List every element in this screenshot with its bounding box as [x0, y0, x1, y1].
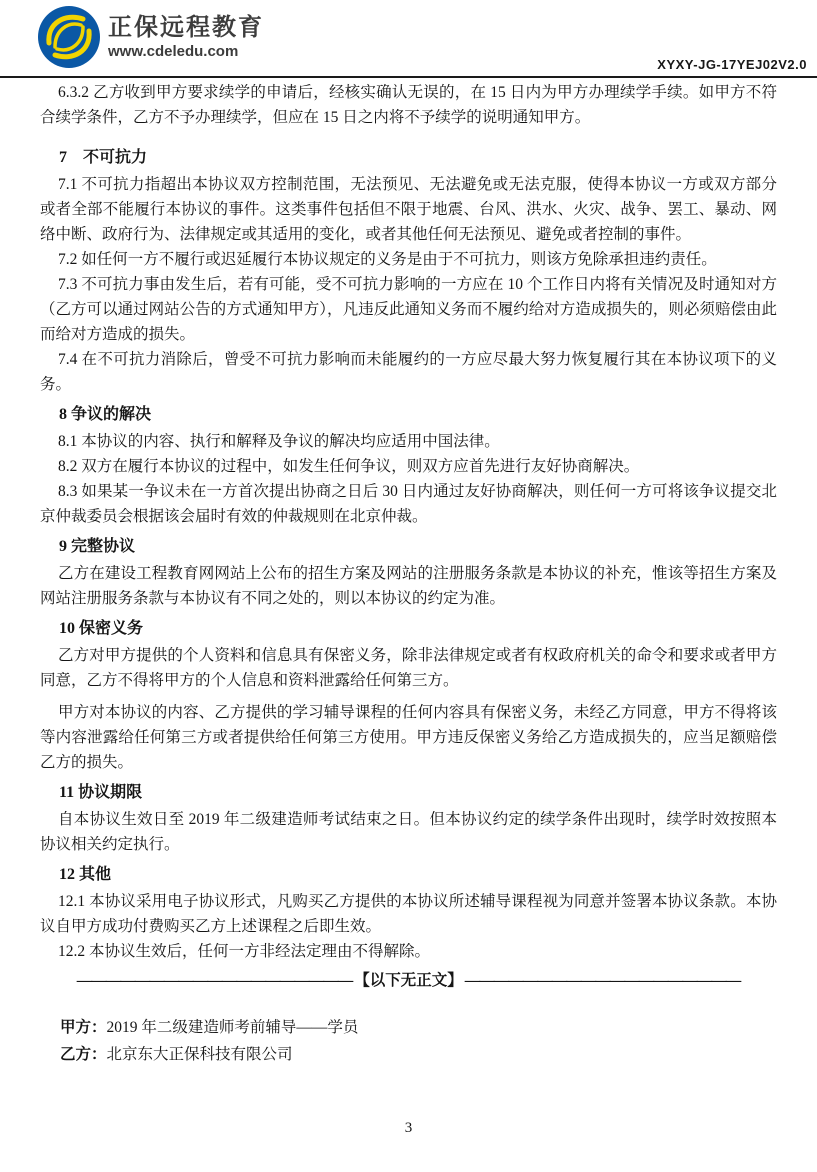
brand [38, 6, 264, 68]
party-a-label: 甲方： [60, 1019, 107, 1036]
header-rule [0, 76, 817, 78]
brand-url: www.cdeledu.com [108, 42, 239, 60]
section-heading: 7 不可抗力 [59, 149, 148, 166]
paragraph: 7.2 如任何一方不履行或迟延履行本协议规定的义务是由于不可抗力，则该方免除承担违约责任。 [58, 251, 717, 268]
paragraph: 甲方对本协议的内容、乙方提供的学习辅导课程的任何内容具有保密义务，未经乙方同意，甲方不得将该等内容泄露给任何第三方或者提供给任何第三方使用。甲方违反保密义务给乙方造成损失的，应当足额赔偿乙方的损失。 [40, 704, 777, 771]
paragraph: 6.3.2 乙方收到甲方要求续学的申请后，经核实确认无误的，在 15 日内为甲方办理续学手续。如甲方不符合续学条件，乙方不予办理续学，但应在 15 日之内将不予续学的说明通知甲方。 [40, 84, 777, 126]
no-more-text-divider [40, 968, 777, 993]
section-heading: 12 其他 [59, 866, 112, 883]
party-a-line [60, 1014, 358, 1041]
document-code: XYXY-JG-17YEJ02V2.0 [657, 57, 807, 72]
paragraph: 7.4 在不可抗力消除后，曾受不可抗力影响而未能履约的一方应尽最大努力恢复履行其在本协议项下的义务。 [40, 351, 777, 393]
divider-dashes-right: ——————————————————— [464, 972, 741, 989]
section-heading: 8 争议的解决 [59, 406, 152, 423]
party-b-line [60, 1041, 358, 1068]
divider-label: 【以下无正文】 [354, 972, 463, 989]
paragraph: 12.1 本协议采用电子协议形式，凡购买乙方提供的本协议所述辅导课程视为同意并签署本协议条款。本协议自甲方成功付费购买乙方上述课程之后即生效。 [40, 893, 777, 935]
paragraph: 8.2 双方在履行本协议的过程中，如发生任何争议，则双方应首先进行友好协商解决。 [58, 458, 640, 475]
page-header [0, 0, 817, 76]
section-heading: 9 完整协议 [59, 538, 136, 555]
divider-dashes-left: ——————————————————— [76, 972, 353, 989]
section-heading: 11 协议期限 [59, 784, 143, 801]
signature-block [60, 1014, 358, 1068]
paragraph: 8.3 如果某一争议未在一方首次提出协商之日后 30 日内通过友好协商解决，则任何一方可将该争议提交北京仲裁委员会根据该会届时有效的仲裁规则在北京仲裁。 [40, 483, 777, 525]
party-b-label: 乙方： [60, 1046, 107, 1063]
party-b-value: 北京东大正保科技有限公司 [106, 1046, 293, 1063]
paragraph: 12.2 本协议生效后，任何一方非经法定理由不得解除。 [58, 943, 431, 960]
paragraph: 乙方对甲方提供的个人资料和信息具有保密义务，除非法律规定或者有权政府机关的命令和要求或者甲方同意，乙方不得将甲方的个人信息和资料泄露给任何第三方。 [40, 647, 777, 689]
paragraph: 7.3 不可抗力事由发生后，若有可能，受不可抗力影响的一方应在 10 个工作日内将有关情况及时通知对方（乙方可以通过网站公告的方式通知甲方），凡违反此通知义务而不履约给对方造成损失的，则必须赔偿由此而给对方造成的损失。 [40, 276, 777, 343]
paragraph: 7.1 不可抗力指超出本协议双方控制范围，无法预见、无法避免或无法克服，使得本协议一方或双方部分或者全部不能履行本协议的事件。这类事件包括但不限于地震、台风、洪水、火灾、战争、罢工、暴动、网络中断、政府行为、法律规定或其适用的变化，或者其他任何无法预见、避免或者控制的事件。 [40, 176, 777, 243]
agreement-body [40, 80, 777, 993]
section-heading: 10 保密义务 [59, 620, 144, 637]
company-logo-icon [38, 6, 100, 68]
brand-text [108, 14, 264, 61]
page-number: 3 [404, 1120, 413, 1136]
paragraph: 8.1 本协议的内容、执行和解释及争议的解决均应适用中国法律。 [58, 433, 500, 450]
paragraph: 自本协议生效日至 2019 年二级建造师考试结束之日。但本协议约定的续学条件出现时，续学时效按照本协议相关约定执行。 [40, 811, 777, 853]
party-a-value: 2019 年二级建造师考前辅导——学员 [106, 1019, 359, 1036]
paragraph: 乙方在建设工程教育网网站上公布的招生方案及网站的注册服务条款是本协议的补充，惟该等招生方案及网站注册服务条款与本协议有不同之处的，则以本协议的约定为准。 [40, 565, 777, 607]
brand-name: 正保远程教育 [108, 13, 264, 41]
